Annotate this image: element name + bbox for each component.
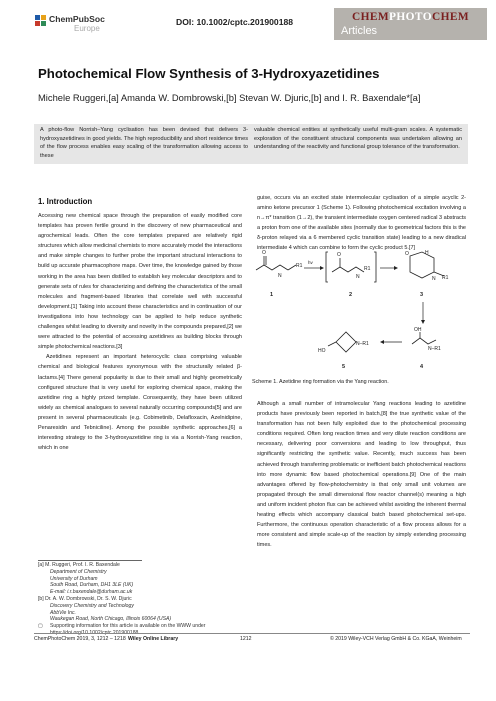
svg-text:R1: R1 xyxy=(364,266,371,272)
document-icon: ▢ xyxy=(38,623,43,630)
author-list: Michele Ruggeri,[a] Amanda W. Dombrowski,[b] Stevan W. Djuric,[b] and I. R. Baxendale*[a] xyxy=(38,92,421,103)
compound-1 xyxy=(256,256,296,270)
footer-citation: ChemPhotoChem 2019, 3, 1212 – 1218 xyxy=(34,636,126,642)
publisher-name: ChemPubSoc xyxy=(49,14,105,24)
scheme-diagram xyxy=(252,246,460,378)
chempubsoc-logo-icon xyxy=(34,14,48,28)
footer-divider xyxy=(34,633,470,634)
svg-text:H: H xyxy=(425,250,429,256)
svg-text:O: O xyxy=(405,251,409,257)
abstract xyxy=(34,124,468,164)
publisher-logo xyxy=(34,14,114,40)
page-number: 1212 xyxy=(240,636,252,642)
affiliation-line: South Road, Durham, DH1 3LE (UK) xyxy=(50,582,134,589)
supporting-info-note: ▢ Supporting information for this article is available on the WWW under xyxy=(38,623,206,630)
scheme-caption: Scheme 1. Azetidine ring formation via the Yang reaction. xyxy=(252,379,389,385)
paragraph: Azetidines represent an important heterocyclic class comprising valuable chemical and biological features synonymous with the structurally related β-lactams.[4] There general popularity is due to their small and highly geometrically configured structure that is very useful for exploring chemical space, making the azetidine ring a highly prized template. Consequently, they have been utilized widely as chemical analogues to several naturally occurring compounds[5] and are present in several pharmaceuticals (e.g. Cobimetinib, Delafloxacin, Azelnidipine, Penaresidin and Tebniciline). Among the possible synthetic approaches,[6] a interesting strategy to the 3-hydroxyazetidine ring is via a Norrish-Yang reaction, which in one xyxy=(38,354,242,452)
journal-banner xyxy=(334,8,487,40)
compound-5 xyxy=(328,332,356,352)
abstract-right: valuable chemical entities at synthetically useful multi-gram scales. A systematic exploration of the constituent structural components was undertaken allowing an understanding of the reactivity and functional group tolerance of the transformation. xyxy=(254,127,462,151)
oxygen-radical-label: O xyxy=(337,252,341,258)
article-title: Photochemical Flow Synthesis of 3-Hydroxyazetidines xyxy=(38,66,380,81)
svg-text:N: N xyxy=(356,274,360,280)
affiliation-line: Waukegan Road, North Chicago, Illinois 60064 (USA) xyxy=(50,616,172,623)
r1-label: R1 xyxy=(296,263,303,269)
left-column xyxy=(38,211,242,453)
footer-copyright: © 2019 Wiley-VCH Verlag GmbH & Co. KGaA, Weinheim xyxy=(330,636,462,642)
doi-label[interactable]: DOI: 10.1002/cptc.201900188 xyxy=(176,17,294,27)
svg-text:R1: R1 xyxy=(442,275,449,281)
svg-text:HO: HO xyxy=(318,348,326,354)
compound-4-amine: N–R1 xyxy=(428,346,441,352)
nitrogen-label: N xyxy=(278,273,282,279)
affiliation-line: Discovery Chemistry and Technology xyxy=(50,602,134,609)
affiliations xyxy=(38,562,242,637)
abstract-left: A photo-flow Norrish–Yang cyclisation has been devised that delivers 3-hydroxyazetidines in good yields. The high reproducibility and short residence times of the flow process enables easy scaling of the transformation allowing access to these xyxy=(40,127,248,159)
journal-name: CHEMPHOTOCHEM xyxy=(351,11,470,23)
right-column-bottom: Although a small number of intramolecular Yang reactions leading to azetidine products have previously been reported in batch,[8] the true synthetic value of the transformation has not been fully exploited due to the photochemical processing conditions required. Often long reaction times and very dilute reaction conditions are necessary, delivering poor conversions and leading to low throughput, thus significantly restricting the synthetic value. Recently, much success has been achieved through transferring problematic or inefficient batch photochemical reactions into more dynamic flow based photochemical operations.[9] One of the main advantages offered by flow-photochemistry is that only small unit volumes are propagated through the small dimensional flow reactor channel(s) meaning a high and uniform incident photon flux can be achieved whilst avoiding the inherent thermal heating effects which accompany classical batch based photochemical set-ups. Furthermore, the continuous operation characteristic of a flow process allows for a more consistent and simple scale-up of the reaction by simply extending processing times. xyxy=(257,401,466,549)
compound-label-4: 4 xyxy=(420,364,424,370)
scheme-1 xyxy=(252,246,460,378)
publisher-sub: Europe xyxy=(74,24,100,33)
affiliation-line: AbbVie Inc. xyxy=(50,609,76,616)
affiliation-divider xyxy=(38,560,142,561)
compound-label-5: 5 xyxy=(342,364,346,370)
compound-label-3: 3 xyxy=(420,292,424,298)
right-column-top: guise, occurs via an excited state intermolecular cyclisation of a simple acyclic 2-amino ketone precursor 1 (Scheme 1). Following photochemical excitation involving a n→π* transition (1→2), the transient intermediate oxygen centered radical 3 abstracts a proton from one of the available sites (normally due to geometrical factors this is the δ-proton relayed via a 6 membered cyclic transition state) leading to a new diradical intermediate 4 which can combine to form the cyclic product 5.[7] xyxy=(257,195,466,252)
email-link[interactable]: E-mail: i.r.baxendale@durham.ac.uk xyxy=(50,589,133,596)
paragraph: Accessing new chemical space through the preparation of easily modified core templates has proven fertile ground in the discovery of new pharmaceutical and agrochemical leads. Often the core templates prepared are relatively rigid structures which allow medicinal chemists to more accurately model the interactions and make simple changes to further probe the important structural interactions to build up accurate pharmacophore maps. Over time, the knowledge gained by those working in the area has been distilled to establish key molecular descriptors and to generate sets of rules for characterizing and defining the characteristics of the small molecules and fragment-based libraries that correlate well with successful development.[1] Taking into account these characteristics and in continuation of our investigations into how technology can be applied to help reduce synthetic challenges whilst leading to diversity and novelty in the compounds prepared,[2] we were attracted to the potential of accessing azetidines as building blocks through simple photochemical reactions.[3] xyxy=(38,213,242,351)
affiliation-line: [a] M. Ruggeri, Prof. I. R. Baxendale xyxy=(38,562,120,568)
svg-text:OH: OH xyxy=(414,327,422,333)
compound-label-1: 1 xyxy=(270,292,274,298)
compound-label-2: 2 xyxy=(349,292,353,298)
section-heading: 1. Introduction xyxy=(38,197,93,206)
section-label: Articles xyxy=(341,25,378,37)
compound-4 xyxy=(412,332,436,344)
oxygen-label: O xyxy=(262,250,266,256)
supporting-info-link[interactable]: https://doi.org/10.1002/cptc.201900188 xyxy=(50,629,139,636)
affiliation-line: University of Durham xyxy=(50,575,98,582)
hv-label: hv xyxy=(308,260,313,265)
compound-5-amine: N–R1 xyxy=(356,341,369,347)
footer-library-link[interactable]: Wiley Online Library xyxy=(128,636,179,642)
affiliation-line: Department of Chemistry xyxy=(50,568,107,575)
affiliation-line: [b] Dr. A. W. Dombrowski, Dr. S. W. Djuric xyxy=(38,595,132,602)
svg-text:N: N xyxy=(432,276,436,282)
